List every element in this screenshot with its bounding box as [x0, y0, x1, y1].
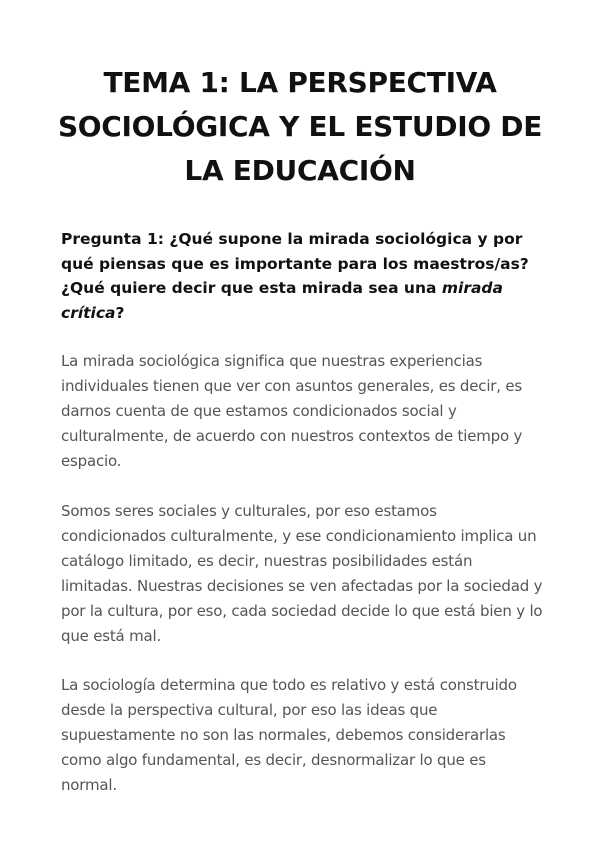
answer-paragraph-3: La sociología determina que todo es relativo y está construido desde la perspectiva cultural, por eso las ideas que supuestamente no son las normales, debemos considerarlas como algo fundamental, es decir, desnormalizar lo que es normal. [61, 676, 517, 794]
answer-paragraph-2: Somos seres sociales y culturales, por eso estamos condicionados culturalmente, y ese condicionamiento implica un catálogo limitado, es decir, nuestras posibilidades están limitadas. Nuestras decisiones se ven afectadas por la sociedad y por la cultura, por eso, cada sociedad decide lo que está bien y lo que está mal. [61, 502, 543, 645]
answer-paragraph-1: La mirada sociológica significa que nuestras experiencias individuales tienen que ver con asuntos generales, es decir, es darnos cuenta de que estamos condicionados social y culturalmente, de acuerdo con nuestros contextos de tiempo y espacio. [61, 352, 523, 470]
question-text: Pregunta 1: ¿Qué supone la mirada sociológica y por qué piensas que es importante para los maestros/as?¿Qué quiere decir que esta mirada sea una [61, 230, 529, 297]
question-emphasis: mirada crítica [61, 279, 503, 322]
page-title: TEMA 1: LA PERSPECTIVA SOCIOLÓGICA Y EL ESTUDIO DE LA EDUCACIÓN [57, 66, 543, 187]
question-end: ? [115, 303, 125, 322]
question-heading [61, 227, 541, 325]
